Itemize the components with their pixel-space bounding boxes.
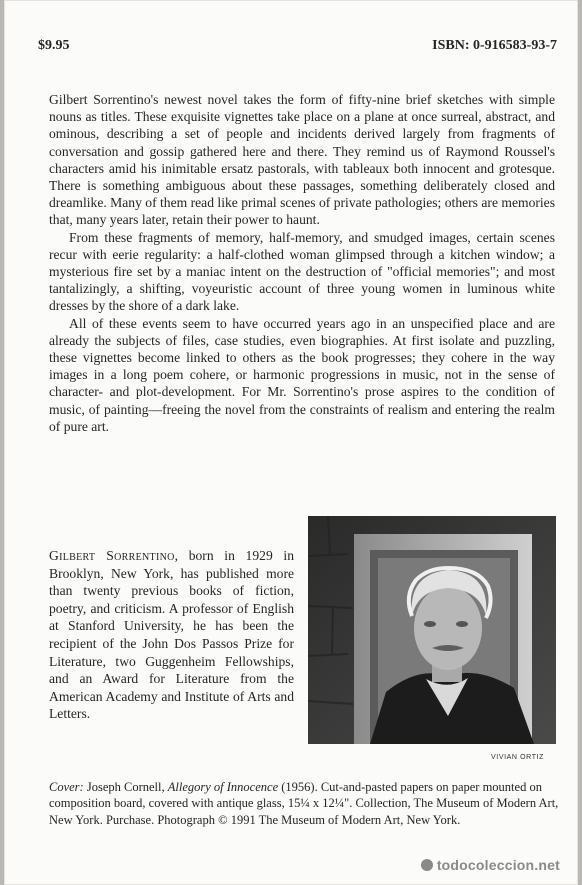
- photo-credit: VIVIAN ORTIZ: [491, 754, 544, 761]
- back-cover: [4, 0, 578, 885]
- author-photo: [308, 516, 556, 744]
- cover-credit: [49, 779, 559, 828]
- author-bio-text: , born in 1929 in Brooklyn, New York, has published more than twenty previous books of fiction, poetry, and criticism. A professor of English at Stanford University, he has been the recipient of the John Dos Passos Prize for Literature, two Guggenheim Fellowships, and an Award for Literature from the American Academy and Institute of Arts and Letters.: [49, 548, 294, 722]
- watermark-icon: [421, 859, 433, 871]
- cover-artist: Joseph Cornell,: [83, 780, 168, 794]
- watermark: [421, 857, 560, 873]
- cover-credit-rest: (1956). Cut-and-pasted papers on paper mounted on composition board, covered with antique glass, 15¼ x 12¼". Collection, The Museum of Modern Art, New York. Purchase. Photograph © 1991 The Museum of Modern Art, New York.: [49, 780, 559, 827]
- price: $9.95: [38, 38, 70, 53]
- author-name: Gilbert Sorrentino: [49, 548, 175, 563]
- blurb-paragraph-2: From these fragments of memory, half-memory, and smudged images, certain scenes recur with eerie regularity: a half-clothed woman glimpsed through a kitchen window; a mysterious fire set by a maniac intent on the destruction of "official memories"; and most tantalizingly, a shifting, voyeuristic account of three young women in luminous white dresses by the shore of a dark lake.: [49, 229, 555, 314]
- watermark-text: todocoleccion.net: [436, 857, 560, 873]
- author-portrait-image: [308, 516, 556, 744]
- author-bio: [49, 547, 294, 723]
- isbn: ISBN: 0-916583-93-7: [432, 38, 557, 53]
- cover-label: Cover:: [49, 780, 84, 794]
- cover-artwork-title: Allegory of Innocence: [167, 780, 279, 794]
- blurb-paragraph-3: All of these events seem to have occurred years ago in an unspecified place and are already the subjects of files, case studies, even biographies. At first isolate and puzzling, these vignettes become linked to others as the book progresses; they cohere in the way images in a long poem cohere, or harmonic progressions in music, not in the sense of character- and plot-development. For Mr. Sorrentino's prose aspires to the condition of music, of painting—freeing the novel from the constraints of realism and entering the realm of pure art.: [49, 315, 555, 434]
- blurb: [49, 91, 555, 435]
- blurb-paragraph-1: Gilbert Sorrentino's newest novel takes the form of fifty-nine brief sketches with simple nouns as titles. These exquisite vignettes take place on a plane at once surreal, abstract, and ominous, describing a set of people and incidents derived largely from fragments of conversation and gossip gathered here and there. They remind us of Raymond Roussel's characters amid his inimitable ersatz pastorals, with tableaux both innocent and grotesque. There is something ambiguous about these passages, something deliberately closed and dreamlike. Many of them read like primal scenes of private pathologies; others are memories that, many years later, retain their power to haunt.: [49, 92, 555, 228]
